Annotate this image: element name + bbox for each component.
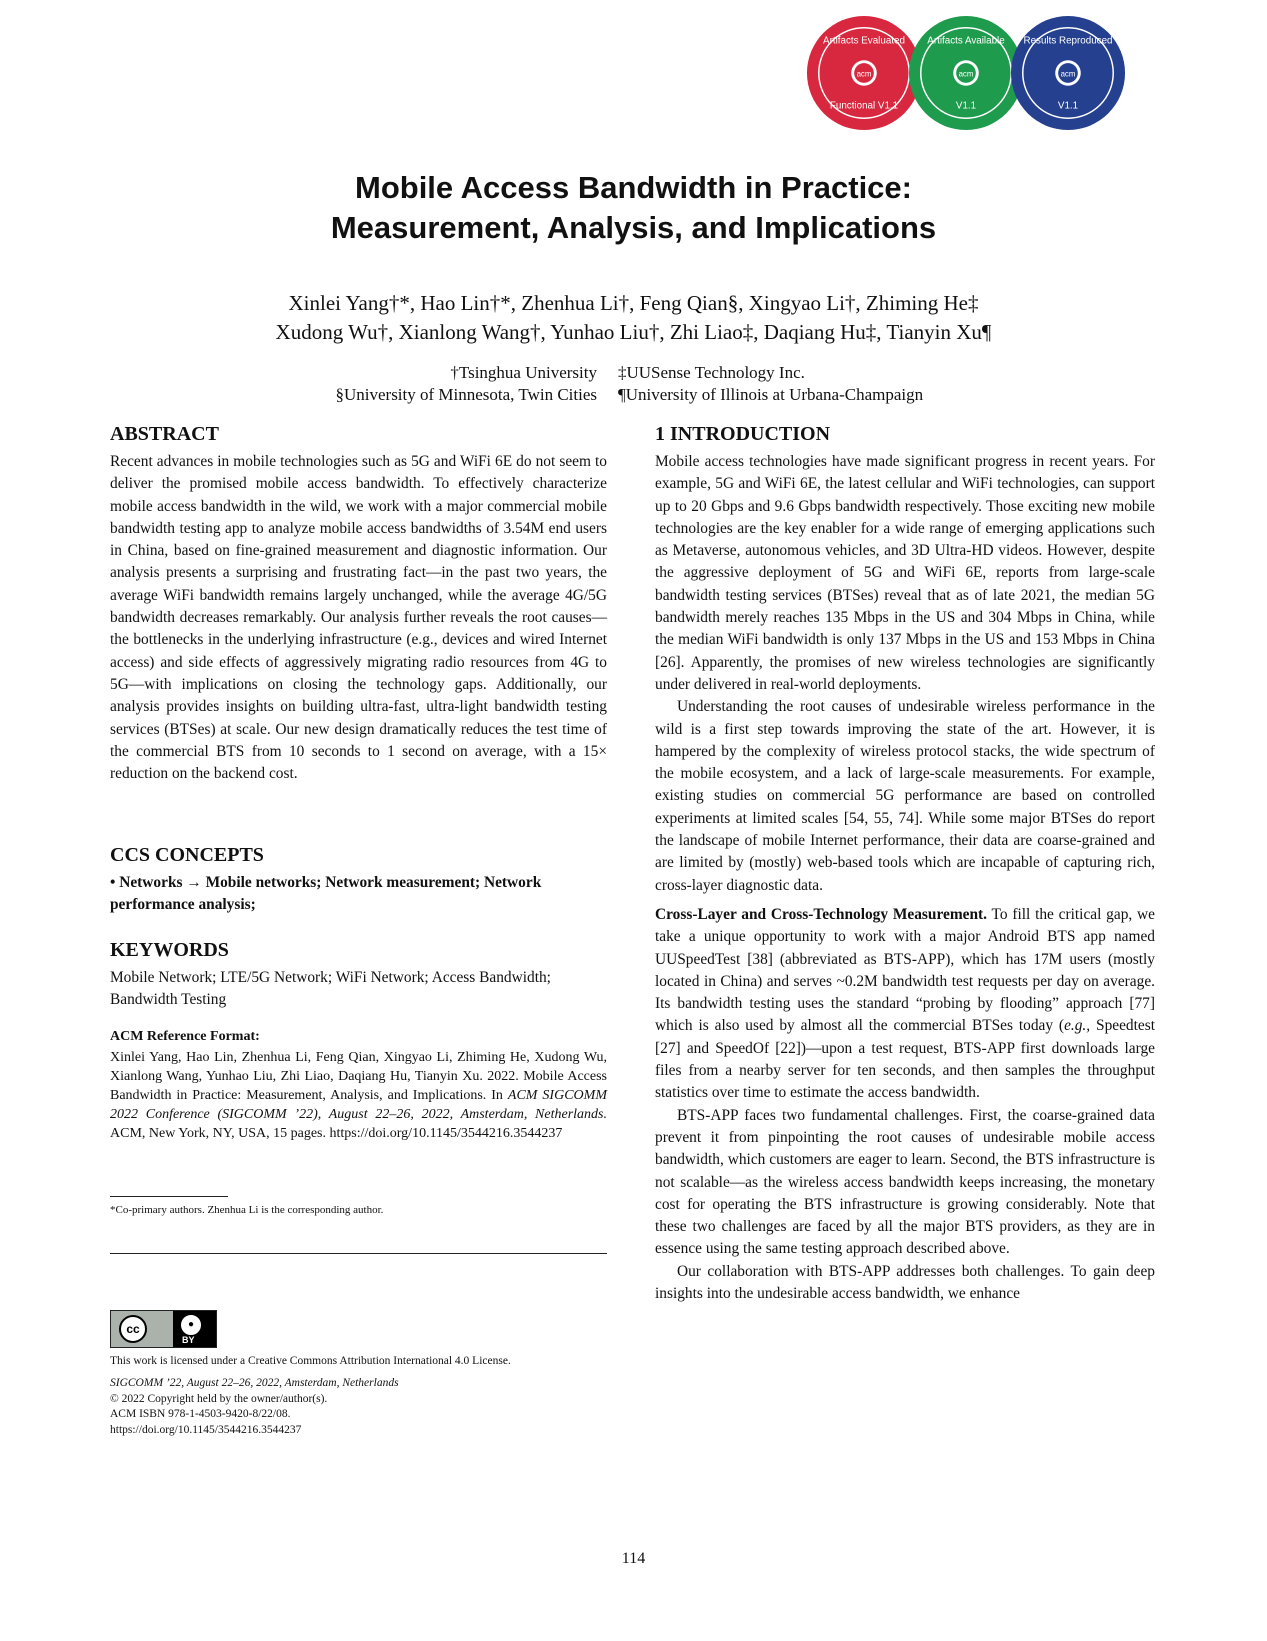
cc-by-license-icon <box>110 1310 217 1348</box>
keywords-text: Mobile Network; LTE/5G Network; WiFi Network; Access Bandwidth; Bandwidth Testing <box>110 969 551 1009</box>
intro-paragraph-4: BTS-APP faces two fundamental challenges. First, the coarse-grained data prevent it from pinpointing the root causes of undesirable mobile access bandwidth, which customers are eager to learn. Second, the BTS infrastructure is not scalable—as the wireless access bandwidth keeps increasing, the monetary cost for operating the BTS infrastructure is growing considerably. Note that these two challenges are faced by all the major BTS providers, as they are in essence using the same testing approach described above. <box>655 1106 1155 1258</box>
artifacts-available-badge <box>907 14 1025 132</box>
intro-body <box>655 451 1155 1305</box>
intro-paragraph-3 <box>655 904 1155 1105</box>
affiliation-illinois: ¶University of Illinois at Urbana-Champaign <box>618 385 924 404</box>
affiliation-right <box>618 362 1218 406</box>
license-details <box>110 1376 607 1438</box>
keywords-heading: KEYWORDS <box>110 939 229 961</box>
license-isbn: ACM ISBN 978-1-4503-9420-8/22/08. <box>110 1408 291 1420</box>
affiliation-minnesota: §University of Minnesota, Twin Cities <box>335 385 597 404</box>
author-line-1: Xinlei Yang†*, Hao Lin†*, Zhenhua Li†, Feng Qian§, Xingyao Li†, Zhiming He‡ <box>288 291 979 315</box>
reference-venue: ACM SIGCOMM 2022 Conference (SIGCOMM ’22), August 22–26, 2022, Amsterdam, Netherlands. <box>110 1088 607 1122</box>
author-list <box>0 289 1267 347</box>
intro-paragraph-1: Mobile access technologies have made significant progress in recent years. For example, 5G and WiFi 6E, the latest cellular and WiFi technologies, can support up to 20 Gbps and 9.6 Gbps bandwidth respectively. Those exciting new mobile technologies are the key enabler for a wide range of emerging applications such as Metaverse, autonomous vehicles, and 3D Ultra-HD videos. However, despite the aggressive deployment of 5G and WiFi 6E, reports from large-scale bandwidth testing services (BTSes) reveal that as of late 2021, the median 5G bandwidth merely reaches 135 Mbps in the US and 304 Mbps in China, while the median WiFi bandwidth is only 137 Mbps in the US and 153 Mbps in China [26]. Apparently, the promises of new wireless technologies are significantly under delivered in real-world deployments. <box>655 453 1155 693</box>
footnote: *Co-primary authors. Zhenhua Li is the corresponding author. <box>110 1204 384 1216</box>
license-rule <box>110 1253 607 1254</box>
title-line-1: Mobile Access Bandwidth in Practice: <box>355 170 912 205</box>
paper-title <box>0 168 1267 248</box>
acm-logo-text: acm <box>1060 69 1076 79</box>
intro-paragraph-3-part-a: To fill the critical gap, we take a unique opportunity to work with a major Android BTS app named UUSpeedTest [38] (abbreviated as BTS-APP), which has 17M users (mostly located in China) and serves ~0.2M bandwidth test requests per day on average. Its bandwidth testing uses the standard “probing by flooding” approach [77] which is also used by almost all the commercial BTSes today ( <box>655 905 1155 1035</box>
acm-logo-text: acm <box>856 69 872 79</box>
eg-italic: e.g., <box>1064 1017 1091 1035</box>
acm-logo-text: acm <box>958 69 974 79</box>
license-venue: SIGCOMM ’22, August 22–26, 2022, Amsterdam, Netherlands <box>110 1377 399 1389</box>
intro-paragraph-2: Understanding the root causes of undesirable wireless performance in the wild is a first step towards improving the state of the art. However, it is hampered by the complexity of wireless protocol stacks, the wide spectrum of the mobile ecosystem, and a lack of large-scale measurements. For example, existing studies on commercial 5G performance are based on controlled experiments at limited scales [54, 55, 74]. While some major BTSes do report the landscape of mobile Internet performance, their data are coarse-grained and are limited by (mostly) web-based tools which are incapable of capturing rich, cross-layer diagnostic data. <box>655 698 1155 894</box>
badge-bottom-text: Functional V1.1 <box>829 100 899 112</box>
license-text: This work is licensed under a Creative Commons Attribution International 4.0 License. <box>110 1355 511 1367</box>
runin-heading: Cross-Layer and Cross-Technology Measurement. <box>655 905 988 923</box>
person-icon: ● <box>179 1313 203 1337</box>
page-number: 114 <box>621 1550 646 1567</box>
affiliation-tsinghua: †Tsinghua University <box>450 363 597 382</box>
affiliation-uusense: ‡UUSense Technology Inc. <box>618 363 805 382</box>
by-label: BY <box>182 1335 195 1345</box>
license-copyright: © 2022 Copyright held by the owner/author(s). <box>110 1392 328 1405</box>
intro-paragraph-3-part-b: Speedtest [27] and SpeedOf [22])—upon a test request, BTS-APP first downloads large files from a nearby server for ten seconds, and then samples the throughput statistics over time to estimate the access bandwidth. <box>655 1017 1155 1102</box>
reference-text <box>110 1048 607 1143</box>
badge-bottom-text: V1.1 <box>1057 100 1079 112</box>
author-line-2: Xudong Wu†, Xianlong Wang†, Yunhao Liu†, Zhi Liao‡, Daqiang Hu‡, Tianyin Xu¶ <box>275 320 992 344</box>
badge-top-text: Results Reproduced <box>1023 35 1113 47</box>
reference-text-end: ACM, New York, NY, USA, 15 pages. https://doi.org/10.1145/3544216.3544237 <box>110 1126 563 1141</box>
reference-text-plain: Xinlei Yang, Hao Lin, Zhenhua Li, Feng Qian, Xingyao Li, Zhiming He, Xudong Wu, Xianlong Wang, Yunhao Liu, Zhi Liao, Daqiang Hu, Tianyin Xu. 2022. Mobile Access Bandwidth in Practice: Measurement, Analysis, and Implications. In <box>110 1050 607 1103</box>
artifacts-evaluated-badge <box>805 14 923 132</box>
reference-heading: ACM Reference Format: <box>110 1029 260 1044</box>
title-line-2: Measurement, Analysis, and Implications <box>330 210 937 245</box>
cc-icon: cc <box>119 1315 147 1343</box>
license-doi: https://doi.org/10.1145/3544216.3544237 <box>110 1423 302 1436</box>
intro-paragraph-5: Our collaboration with BTS-APP addresses both challenges. To gain deep insights into the undesirable access bandwidth, we enhance <box>655 1262 1155 1302</box>
affiliation-left <box>0 362 597 406</box>
ccs-heading: CCS CONCEPTS <box>110 844 264 866</box>
results-reproduced-badge <box>1009 14 1127 132</box>
footnote-rule <box>110 1196 228 1197</box>
abstract-heading: ABSTRACT <box>110 423 219 445</box>
badge-top-text: Artifacts Evaluated <box>823 35 905 47</box>
abstract-text: Recent advances in mobile technologies such as 5G and WiFi 6E do not seem to deliver the promised mobile access bandwidth. To effectively characterize mobile access bandwidth in the wild, we work with a major commercial mobile bandwidth testing app to analyze mobile access bandwidths of 3.54M end users in China, based on fine-grained measurement and diagnostic information. Our analysis presents a surprising and frustrating fact—in the past two years, the average WiFi bandwidth remains largely unchanged, while the average 4G/5G bandwidth decreases remarkably. Our analysis further reveals the root causes—the bottlenecks in the underlying infrastructure (e.g., devices and wired Internet access) and side effects of aggressively migrating radio resources from 4G to 5G—with implications on closing the technology gaps. Additionally, our analysis provides insights on building ultra-fast, ultra-light bandwidth testing services (BTSes) at scale. Our new design dramatically reduces the test time of the commercial BTS from 10 seconds to 1 second on average, with a 15× reduction on the backend cost. <box>110 453 607 783</box>
badge-bottom-text: V1.1 <box>955 100 977 112</box>
ccs-text: • Networks → Mobile networks; Network measurement; Network performance analysis; <box>110 874 542 914</box>
intro-heading: 1 INTRODUCTION <box>655 423 831 445</box>
badge-top-text: Artifacts Available <box>927 35 1005 47</box>
